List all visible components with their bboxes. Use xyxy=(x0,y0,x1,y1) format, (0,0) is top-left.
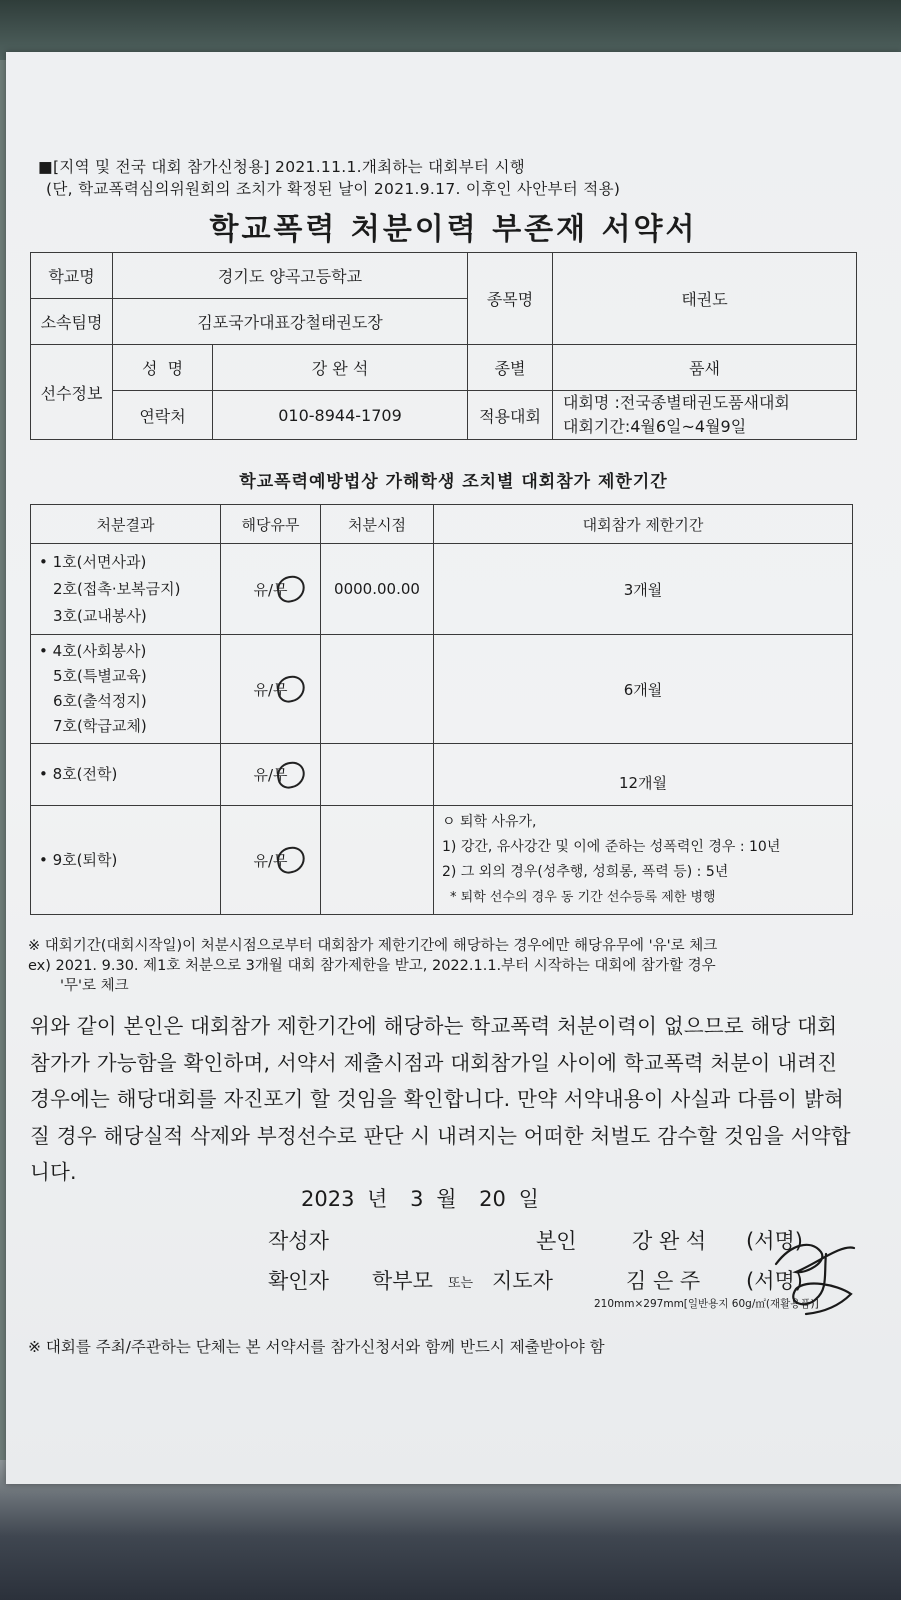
limit-cell xyxy=(434,806,853,915)
confirmer-role-2: 지도자 xyxy=(492,1269,553,1293)
competition-period: 대회기간:4월6일~4월9일 xyxy=(563,417,747,436)
result-item: 3호(교내봉사) xyxy=(53,606,147,625)
result-item: • 1호(서면사과) xyxy=(39,552,147,571)
result-item: • 8호(전학) xyxy=(39,765,118,783)
contact-label: 연락처 xyxy=(113,391,213,440)
date-month: 3 xyxy=(410,1187,424,1211)
school-value: 경기도 양곡고등학교 xyxy=(113,253,468,299)
date-year: 2023 xyxy=(301,1187,355,1211)
date-cell xyxy=(321,744,434,806)
header-date: 처분시점 xyxy=(321,505,434,544)
event-value: 태권도 xyxy=(553,253,857,345)
date-month-unit: 월 xyxy=(436,1187,457,1211)
notice-line-1: ■[지역 및 전국 대회 참가신청용] 2021.11.1.개최하는 대회부터 시행 xyxy=(38,158,526,176)
team-value: 김포국가대표강철태권도장 xyxy=(113,299,468,345)
school-label: 학교명 xyxy=(31,253,113,299)
check-circle-mark xyxy=(274,759,307,790)
header-limit: 대회참가 제한기간 xyxy=(434,505,853,544)
date-year-unit: 년 xyxy=(367,1187,388,1211)
team-label: 소속팀명 xyxy=(31,299,113,345)
date-cell xyxy=(321,806,434,915)
result-cell xyxy=(31,744,221,806)
paper-spec: 210mm×297mm[일반용지 60g/㎡(재활용품)] xyxy=(594,1298,819,1310)
confirmer-seal: (서명) xyxy=(746,1269,803,1293)
penalty-section-title: 학교폭력예방법상 가해학생 조치별 대회참가 제한기간 xyxy=(239,472,668,492)
background-top xyxy=(0,0,901,60)
limit-line: * 퇴학 선수의 경우 동 기간 선수등록 제한 병행 xyxy=(450,890,716,905)
date-cell xyxy=(321,635,434,744)
penalty-table xyxy=(30,504,853,915)
competition-name: 대회명 :전국종별태권도품새대회 xyxy=(563,393,790,412)
table-row xyxy=(31,635,853,744)
yes-no-text: 유/무 xyxy=(253,766,288,784)
result-cell xyxy=(31,544,221,635)
applicable-cell xyxy=(221,544,321,635)
limit-line: 2) 그 외의 경우(성추행, 성희롱, 폭력 등) : 5년 xyxy=(442,864,729,880)
limit-cell: 3개월 xyxy=(434,544,853,635)
header-result: 처분결과 xyxy=(31,505,221,544)
result-item: • 4호(사회봉사) xyxy=(39,642,147,660)
confirmer-name: 김 은 주 xyxy=(626,1269,701,1293)
footnote-line-2: ex) 2021. 9.30. 제1호 처분으로 3개월 대회 참가제한을 받고, 2022.1.1.부터 시작하는 대회에 참가할 경우 xyxy=(28,958,716,974)
notice xyxy=(38,156,620,200)
author-name: 강 완 석 xyxy=(632,1229,707,1253)
applicable-cell xyxy=(221,744,321,806)
limit-cell: 6개월 xyxy=(434,635,853,744)
confirmer-label: 확인자 xyxy=(268,1269,329,1293)
date-day-unit: 일 xyxy=(518,1187,539,1211)
applicable-cell xyxy=(221,806,321,915)
document-title: 학교폭력 처분이력 부존재 서약서 xyxy=(209,212,698,247)
check-circle-mark xyxy=(274,573,307,604)
bottom-note: ※ 대회를 주최/주관하는 단체는 본 서약서를 참가신청서와 함께 반드시 제출받아야 함 xyxy=(28,1338,605,1356)
result-cell xyxy=(31,635,221,744)
player-info-label: 선수정보 xyxy=(31,345,113,440)
type-label: 종별 xyxy=(468,345,553,391)
name-value: 강 완 석 xyxy=(213,345,468,391)
pledge-date xyxy=(301,1183,539,1213)
table-row xyxy=(31,806,853,915)
result-item: 5호(특별교육) xyxy=(53,667,147,685)
player-info-table xyxy=(30,252,857,440)
confirmer-or: 또는 xyxy=(448,1276,474,1291)
name-label: 성 명 xyxy=(113,345,213,391)
yes-no-text: 유/무 xyxy=(253,851,288,870)
yes-no-text: 유/무 xyxy=(253,580,288,599)
yes-no-text: 유/무 xyxy=(253,680,288,699)
author-seal: (서명) xyxy=(746,1229,803,1253)
limit-line: 1) 강간, 유사강간 및 이에 준하는 성폭력인 경우 : 10년 xyxy=(442,839,781,855)
result-item: 7호(학급교체) xyxy=(53,717,147,735)
header-applicable: 해당유무 xyxy=(221,505,321,544)
check-circle-mark xyxy=(274,673,307,704)
contact-value: 010-8944-1709 xyxy=(213,391,468,440)
date-cell: 0000.00.00 xyxy=(321,544,434,635)
confirmer-role: 학부모 xyxy=(372,1269,433,1293)
check-circle-mark xyxy=(274,844,307,875)
type-value: 품새 xyxy=(553,345,857,391)
author-role: 본인 xyxy=(536,1229,577,1253)
date-day: 20 xyxy=(479,1187,506,1211)
notice-line-2: (단, 학교폭력심의위원회의 조치가 확정된 날이 2021.9.17. 이후인 사안부터 적용) xyxy=(46,180,621,198)
result-item: 6호(출석정지) xyxy=(53,692,147,710)
table-row xyxy=(31,744,853,806)
result-cell xyxy=(31,806,221,915)
limit-line: ㅇ 퇴학 사유가, xyxy=(442,814,537,830)
result-item: • 9호(퇴학) xyxy=(39,850,118,869)
table-row xyxy=(31,544,853,635)
document-paper xyxy=(6,52,901,1484)
footnote xyxy=(28,936,717,996)
pledge-text: 위와 같이 본인은 대회참가 제한기간에 해당하는 학교폭력 처분이력이 없으므로 해당 대회 참가가 가능함을 확인하며, 서약서 제출시점과 대회참가일 사이에 학교폭력 처분이 내려진 경우에는 해당대회를 자진포기 할 것임을 확인합니다. 만약 서약내용이 사실과 다름이 밝혀질 경우 해당실적 삭제와 부정선수로 판단 시 내려지는 어떠한 처벌도 감수할 것임을 서약합니다. xyxy=(30,1014,851,1184)
limit-cell: 12개월 xyxy=(434,744,853,806)
competition-value xyxy=(553,391,857,440)
event-label: 종목명 xyxy=(468,253,553,345)
result-item: 2호(접촉·보복금지) xyxy=(53,579,181,598)
footnote-line-3: '무'로 체크 xyxy=(60,978,129,994)
footnote-line-1: ※ 대회기간(대회시작일)이 처분시점으로부터 대회참가 제한기간에 해당하는 경우에만 해당유무에 '유'로 체크 xyxy=(28,938,718,954)
competition-label: 적용대회 xyxy=(468,391,553,440)
applicable-cell xyxy=(221,635,321,744)
author-label: 작성자 xyxy=(268,1229,329,1253)
